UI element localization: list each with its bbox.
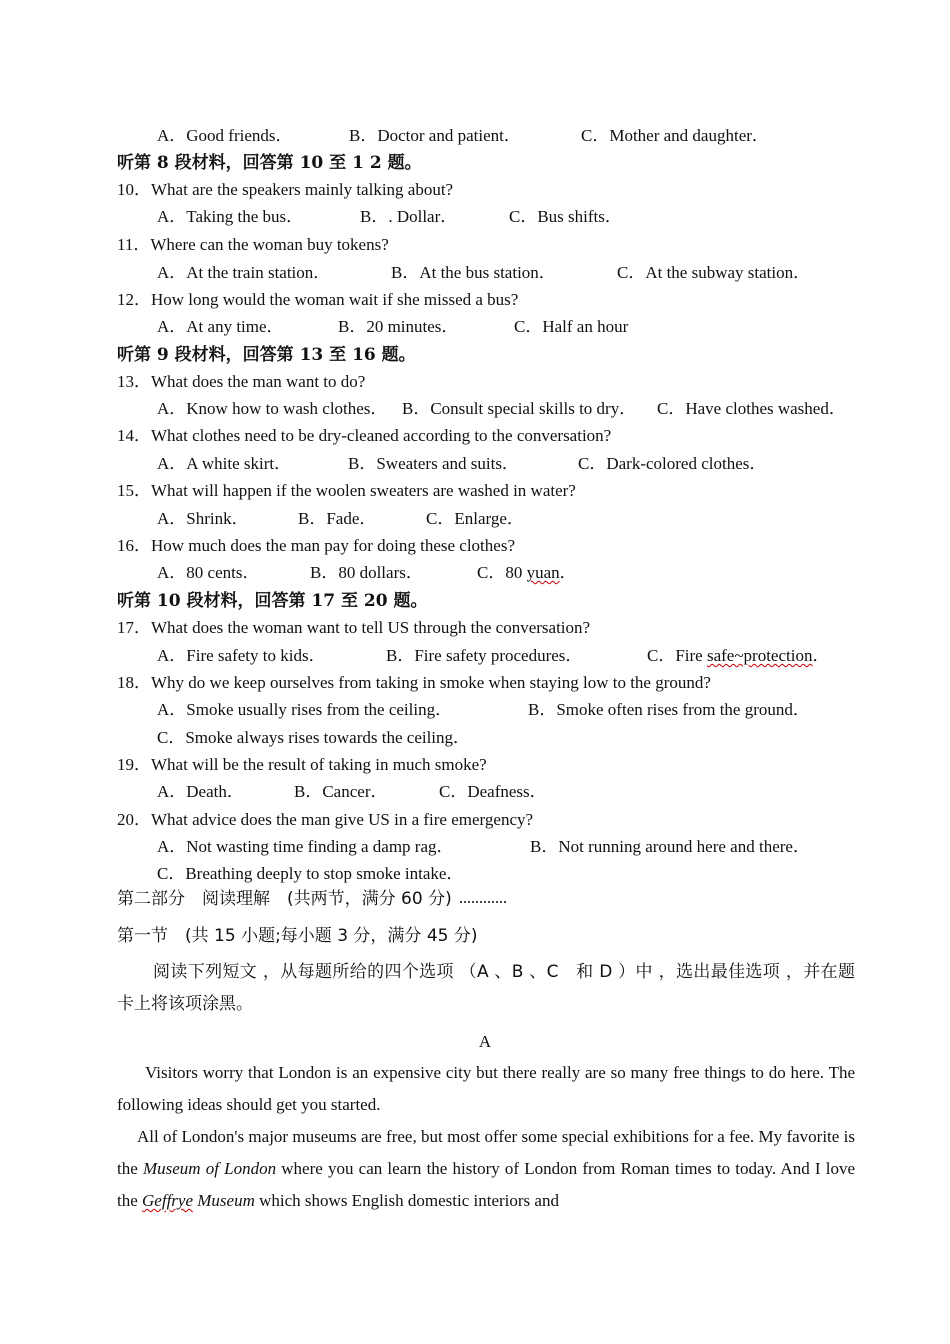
- q16-option-c-word: yuan: [526, 563, 560, 582]
- q18-option-a: A．Smoke usually rises from the ceiling．: [157, 700, 453, 719]
- p2-text-a: All of London's major museums are free, but most offer some special exhibitions for a fee. My favorite is the: [117, 1127, 855, 1178]
- q19-option-c: C．Deafness．: [439, 782, 547, 801]
- q14-stem: 14．What clothes need to be dry-cleaned according to the conversation?: [117, 426, 612, 445]
- q11-option-b: B．At the bus station．: [391, 263, 556, 282]
- q15-option-a: A．Shrink．: [157, 509, 249, 528]
- q13-option-a: A．Know how to wash clothes．: [157, 399, 388, 418]
- q10-stem: 10．What are the speakers mainly talking about?: [117, 180, 454, 199]
- q13-stem: 13．What does the man want to do?: [117, 372, 366, 391]
- q16-option-a: A．80 cents．: [157, 563, 260, 582]
- q13-option-b: B．Consult special skills to dry．: [402, 399, 637, 418]
- p2-text-c: which shows English domestic interiors and: [254, 1191, 559, 1210]
- q17-option-c-suffix: ．: [812, 646, 830, 665]
- q17-option-c-prefix: C．Fire: [647, 646, 707, 665]
- q17-option-c: [647, 646, 829, 666]
- q18-stem: 18．Why do we keep ourselves from taking in smoke when staying low to the ground?: [117, 673, 711, 692]
- q12-stem: 12．How long would the woman wait if she missed a bus?: [117, 290, 519, 309]
- q9-option-a: A．Good friends．: [157, 126, 293, 145]
- q12-option-b: B．20 minutes．: [338, 317, 459, 336]
- q10-option-a: A．Taking the bus．: [157, 207, 304, 226]
- p2-museum: Museum: [193, 1191, 255, 1210]
- q15-option-c: C．Enlarge．: [426, 509, 524, 528]
- q20-option-a: A．Not wasting time finding a damp rag．: [157, 837, 454, 856]
- q19-option-a: A．Death．: [157, 782, 244, 801]
- q19-option-b: B．Cancer．: [294, 782, 388, 801]
- q16-option-c-suffix: ．: [559, 563, 577, 582]
- squiggle-mark: [460, 895, 506, 903]
- q11-option-c: C．At the subway station．: [617, 263, 811, 282]
- q10-option-c: C．Bus shifts．: [509, 207, 622, 226]
- q15-stem: 15．What will happen if the woolen sweaters are washed in water?: [117, 481, 576, 500]
- q20-stem: 20．What advice does the man give US in a fire emergency?: [117, 810, 534, 829]
- p2-geffrye: Geffrye: [142, 1191, 194, 1210]
- passage-paragraph-1: Visitors worry that London is an expensive city but there really are so many free things to do here. The following ideas should get you started.: [117, 1063, 855, 1114]
- q16-option-c-prefix: C．80: [477, 563, 527, 582]
- section10-heading: 听第 10 段材料，回答第 17 至 20 题。: [117, 591, 428, 611]
- q11-stem: 11．Where can the woman buy tokens?: [117, 235, 389, 254]
- q17-option-b: B．Fire safety procedures．: [386, 646, 583, 665]
- q17-option-a: A．Fire safety to kids．: [157, 646, 326, 665]
- passage-paragraph-2: [117, 1121, 855, 1217]
- q9-option-b: B．Doctor and patient．: [349, 126, 521, 145]
- q18-option-c: C．Smoke always rises towards the ceiling．: [157, 728, 471, 747]
- q13-option-c: C．Have clothes washed．: [657, 399, 846, 418]
- reading-instructions: 阅读下列短文 ，从每题所给的四个选项 （A 、B 、C 和 D ）中 ，选出最佳选项 ，并在题卡上将该项涂黑。: [117, 962, 855, 1014]
- q17-option-c-word: safe~protection: [706, 646, 813, 665]
- q15-option-b: B．Fade．: [298, 509, 377, 528]
- q18-option-b: B．Smoke often rises from the ground．: [528, 700, 810, 719]
- q9-option-c: C．Mother and daughter．: [581, 126, 769, 145]
- section8-heading: 听第 8 段材料，回答第 10 至 1 2 题。: [117, 153, 422, 173]
- q19-stem: 19．What will be the result of taking in much smoke?: [117, 755, 487, 774]
- p2-text-b: where you can learn the history of London from Roman times to today. And I love the: [117, 1159, 855, 1210]
- passage-letter: A: [478, 1032, 492, 1051]
- section1-heading: 第一节 (共 15 小题;每小题 3 分，满分 45 分): [117, 926, 478, 946]
- q16-option-b: B．80 dollars．: [310, 563, 423, 582]
- q16-option-c: [477, 563, 577, 583]
- part2-heading-text: 第二部分 阅读理解 (共两节，满分 60 分): [117, 889, 452, 909]
- q14-option-c: C．Dark-colored clothes．: [578, 454, 767, 473]
- q14-option-a: A．A white skirt．: [157, 454, 292, 473]
- part2-heading: [117, 889, 506, 909]
- q14-option-b: B．Sweaters and suits．: [348, 454, 519, 473]
- q17-stem: 17．What does the woman want to tell US through the conversation?: [117, 618, 591, 637]
- p2-museum-of-london: Museum of London: [142, 1159, 277, 1178]
- section9-heading: 听第 9 段材料，回答第 13 至 16 题。: [117, 345, 416, 365]
- q16-stem: 16．How much does the man pay for doing these clothes?: [117, 536, 515, 555]
- q20-option-c: C．Breathing deeply to stop smoke intake．: [157, 864, 464, 883]
- q10-option-b: B．. Dollar．: [360, 207, 458, 226]
- q12-option-c: C．Half an hour: [514, 317, 629, 336]
- q11-option-a: A．At the train station．: [157, 263, 331, 282]
- q12-option-a: A．At any time．: [157, 317, 284, 336]
- q20-option-b: B．Not running around here and there．: [530, 837, 810, 856]
